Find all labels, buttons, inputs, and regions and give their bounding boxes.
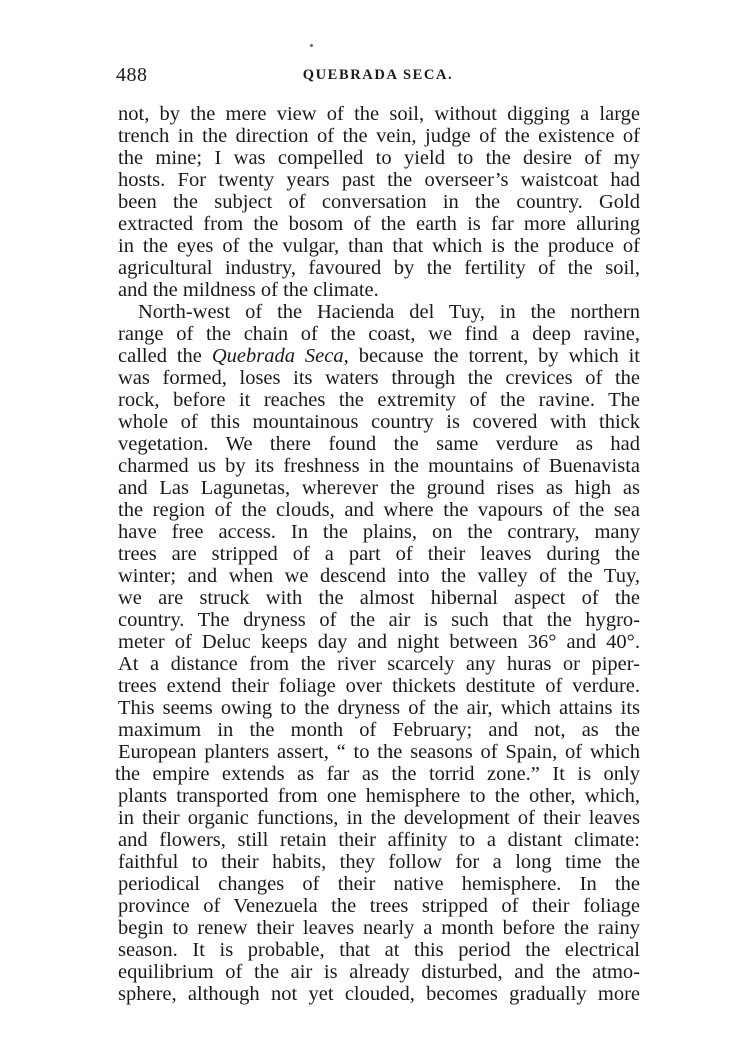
text-line: and flowers, still retain their affinity to a distant climate:: [118, 829, 640, 851]
text-line: [118, 1005, 640, 1027]
text-line: range of the chain of the coast, we find a deep ravine,: [118, 323, 640, 345]
text-line: charmed us by its freshness in the mountains of Buenavista: [118, 455, 640, 477]
text-line: [118, 1027, 640, 1049]
text-line: At a distance from the river scarcely any huras or piper-: [118, 653, 640, 675]
text-line: trees are stripped of a part of their leaves during the: [118, 543, 640, 565]
text-run: because the torrent, by which it: [358, 345, 640, 367]
text-line: the region of the clouds, and where the vapours of the sea: [118, 499, 640, 521]
text-line: we are struck with the almost hibernal aspect of the: [118, 587, 640, 609]
text-line: vegetation. We there found the same verdure as had: [118, 433, 640, 455]
text-line: in the eyes of the vulgar, than that which is the produce of: [118, 235, 640, 257]
text-line: equilibrium of the air is already disturbed, and the atmo-: [118, 961, 640, 983]
page-header: [116, 64, 640, 90]
italic-place-name: Quebrada Seca,: [211, 345, 349, 367]
text-line: meter of Deluc keeps day and night between 36° and 40°.: [118, 631, 640, 653]
text-line: extracted from the bosom of the earth is far more alluring: [118, 213, 640, 235]
text-line: was formed, loses its waters through the crevices of the: [118, 367, 640, 389]
text-line: hosts. For twenty years past the overseer’s waistcoat had: [118, 169, 640, 191]
text-line: periodical changes of their native hemisphere. In the: [118, 873, 640, 895]
text-line: This seems owing to the dryness of the air, which attains its: [118, 697, 640, 719]
text-line: maximum in the month of February; and not, as the: [118, 719, 640, 741]
text-line: season. It is probable, that at this period the electrical: [118, 939, 640, 961]
text-line: the empire extends as far as the torrid zone.” It is only: [115, 763, 640, 785]
text-line: country. The dryness of the air is such that the hygro-: [118, 609, 640, 631]
text-line: been the subject of conversation in the country. Gold: [118, 191, 640, 213]
text-line: not, by the mere view of the soil, without digging a large: [118, 103, 640, 125]
page-number: 488: [116, 64, 148, 86]
text-line: winter; and when we descend into the valley of the Tuy,: [118, 565, 640, 587]
text-line: plants transported from one hemisphere to the other, which,: [118, 785, 640, 807]
text-line: whole of this mountainous country is covered with thick: [118, 411, 640, 433]
text-line: rock, before it reaches the extremity of the ravine. The: [118, 389, 640, 411]
text-line: province of Venezuela the trees stripped of their foliage: [118, 895, 640, 917]
text-line: sphere, although not yet clouded, becomes gradually more: [118, 983, 640, 1005]
text-line: North-west of the Hacienda del Tuy, in the northern: [138, 301, 640, 323]
text-line: the mine; I was compelled to yield to the desire of my: [118, 147, 640, 169]
print-speck: [310, 44, 313, 47]
text-line: in their organic functions, in the development of their leaves: [118, 807, 640, 829]
text-line: trench in the direction of the vein, judge of the existence of: [118, 125, 640, 147]
text-line: begin to renew their leaves nearly a month before the rainy: [118, 917, 640, 939]
text-line: European planters assert, “ to the seasons of Spain, of which: [118, 741, 640, 763]
text-line: faithful to their habits, they follow for a long time the: [118, 851, 640, 873]
text-line: have free access. In the plains, on the contrary, many: [118, 521, 640, 543]
text-run: called the: [118, 345, 202, 367]
text-line-with-italic: [118, 345, 640, 367]
body-text: [115, 103, 640, 1049]
text-line: and the mildness of the climate.: [118, 279, 379, 301]
running-head: QUEBRADA SECA.: [302, 67, 454, 83]
text-line: agricultural industry, favoured by the fertility of the soil,: [118, 257, 640, 279]
text-line: trees extend their foliage over thickets destitute of verdure.: [118, 675, 640, 697]
text-line: and Las Lagunetas, wherever the ground rises as high as: [118, 477, 640, 499]
